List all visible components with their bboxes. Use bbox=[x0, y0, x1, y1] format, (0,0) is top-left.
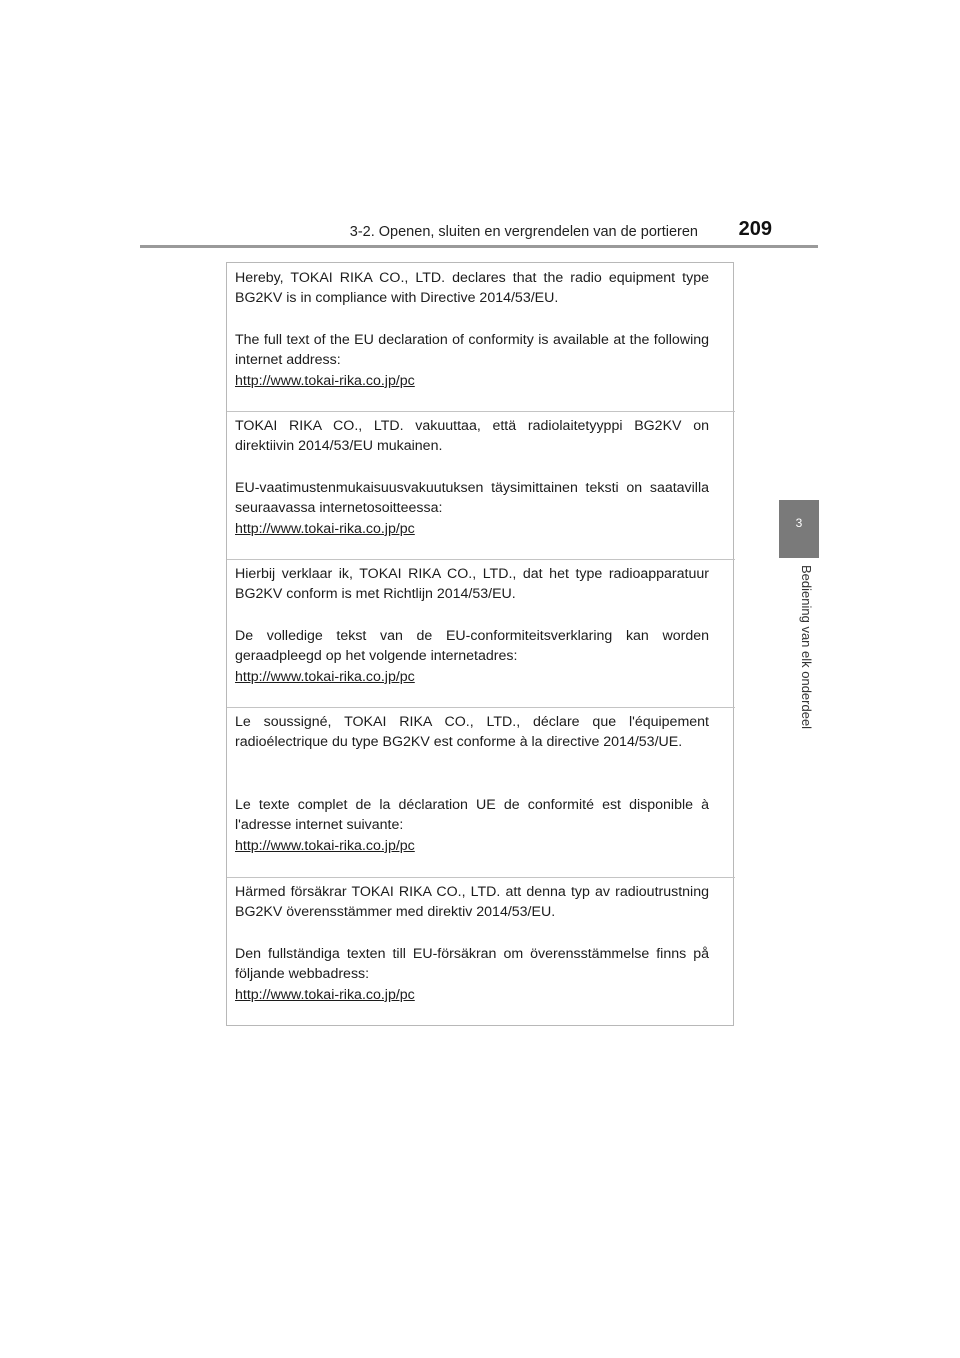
declaration-url-link[interactable]: http://www.tokai-rika.co.jp/pc bbox=[235, 373, 415, 389]
declaration-english bbox=[227, 263, 735, 411]
declaration-statement: Le soussigné, TOKAI RIKA CO., LTD., déclare que l'équipement radioélectrique du type BG2KV est conforme à la directive 2014/53/UE. bbox=[235, 714, 709, 750]
declaration-url-link[interactable]: http://www.tokai-rika.co.jp/pc bbox=[235, 669, 415, 685]
declaration-availability: Den fullständiga texten till EU-försäkran om överensstämmelse finns på följande webbadress: bbox=[235, 946, 709, 982]
page-header bbox=[140, 214, 818, 248]
declaration-statement: TOKAI RIKA CO., LTD. vakuuttaa, että radiolaitetyyppi BG2KV on direktiivin 2014/53/EU mukainen. bbox=[235, 418, 709, 454]
declaration-url-link[interactable]: http://www.tokai-rika.co.jp/pc bbox=[235, 987, 415, 1003]
declaration-url-link[interactable]: http://www.tokai-rika.co.jp/pc bbox=[235, 838, 415, 854]
chapter-tab bbox=[779, 500, 819, 558]
declaration-statement: Härmed försäkrar TOKAI RIKA CO., LTD. att denna typ av radioutrustning BG2KV överensstämmer med direktiv 2014/53/EU. bbox=[235, 884, 709, 920]
declaration-url-link[interactable]: http://www.tokai-rika.co.jp/pc bbox=[235, 521, 415, 537]
declaration-swedish bbox=[227, 877, 735, 1025]
declaration-availability: Le texte complet de la déclaration UE de conformité est disponible à l'adresse internet suivante: bbox=[235, 797, 709, 833]
declaration-availability: The full text of the EU declaration of conformity is available at the following internet address: bbox=[235, 332, 709, 368]
declaration-statement: Hereby, TOKAI RIKA CO., LTD. declares that the radio equipment type BG2KV is in compliance with Directive 2014/53/EU. bbox=[235, 270, 709, 306]
chapter-number: 3 bbox=[795, 516, 803, 530]
chapter-label: Bediening van elk onderdeel bbox=[799, 565, 814, 730]
header-rule bbox=[140, 245, 818, 248]
declaration-dutch bbox=[227, 559, 735, 707]
declaration-availability: De volledige tekst van de EU-conformiteitsverklaring kan worden geraadpleegd op het volgende internetadres: bbox=[235, 628, 709, 664]
declaration-french bbox=[227, 707, 735, 877]
declaration-box bbox=[226, 262, 734, 1026]
declaration-availability: EU-vaatimustenmukaisuusvakuutuksen täysimittainen teksti on saatavilla seuraavassa internetosoitteessa: bbox=[235, 480, 709, 516]
section-title: 3-2. Openen, sluiten en vergrendelen van de portieren bbox=[349, 224, 698, 240]
declaration-statement: Hierbij verklaar ik, TOKAI RIKA CO., LTD., dat het type radioapparatuur BG2KV conform is met Richtlijn 2014/53/EU. bbox=[235, 566, 709, 602]
declaration-finnish bbox=[227, 411, 735, 559]
page-number: 209 bbox=[738, 218, 772, 240]
